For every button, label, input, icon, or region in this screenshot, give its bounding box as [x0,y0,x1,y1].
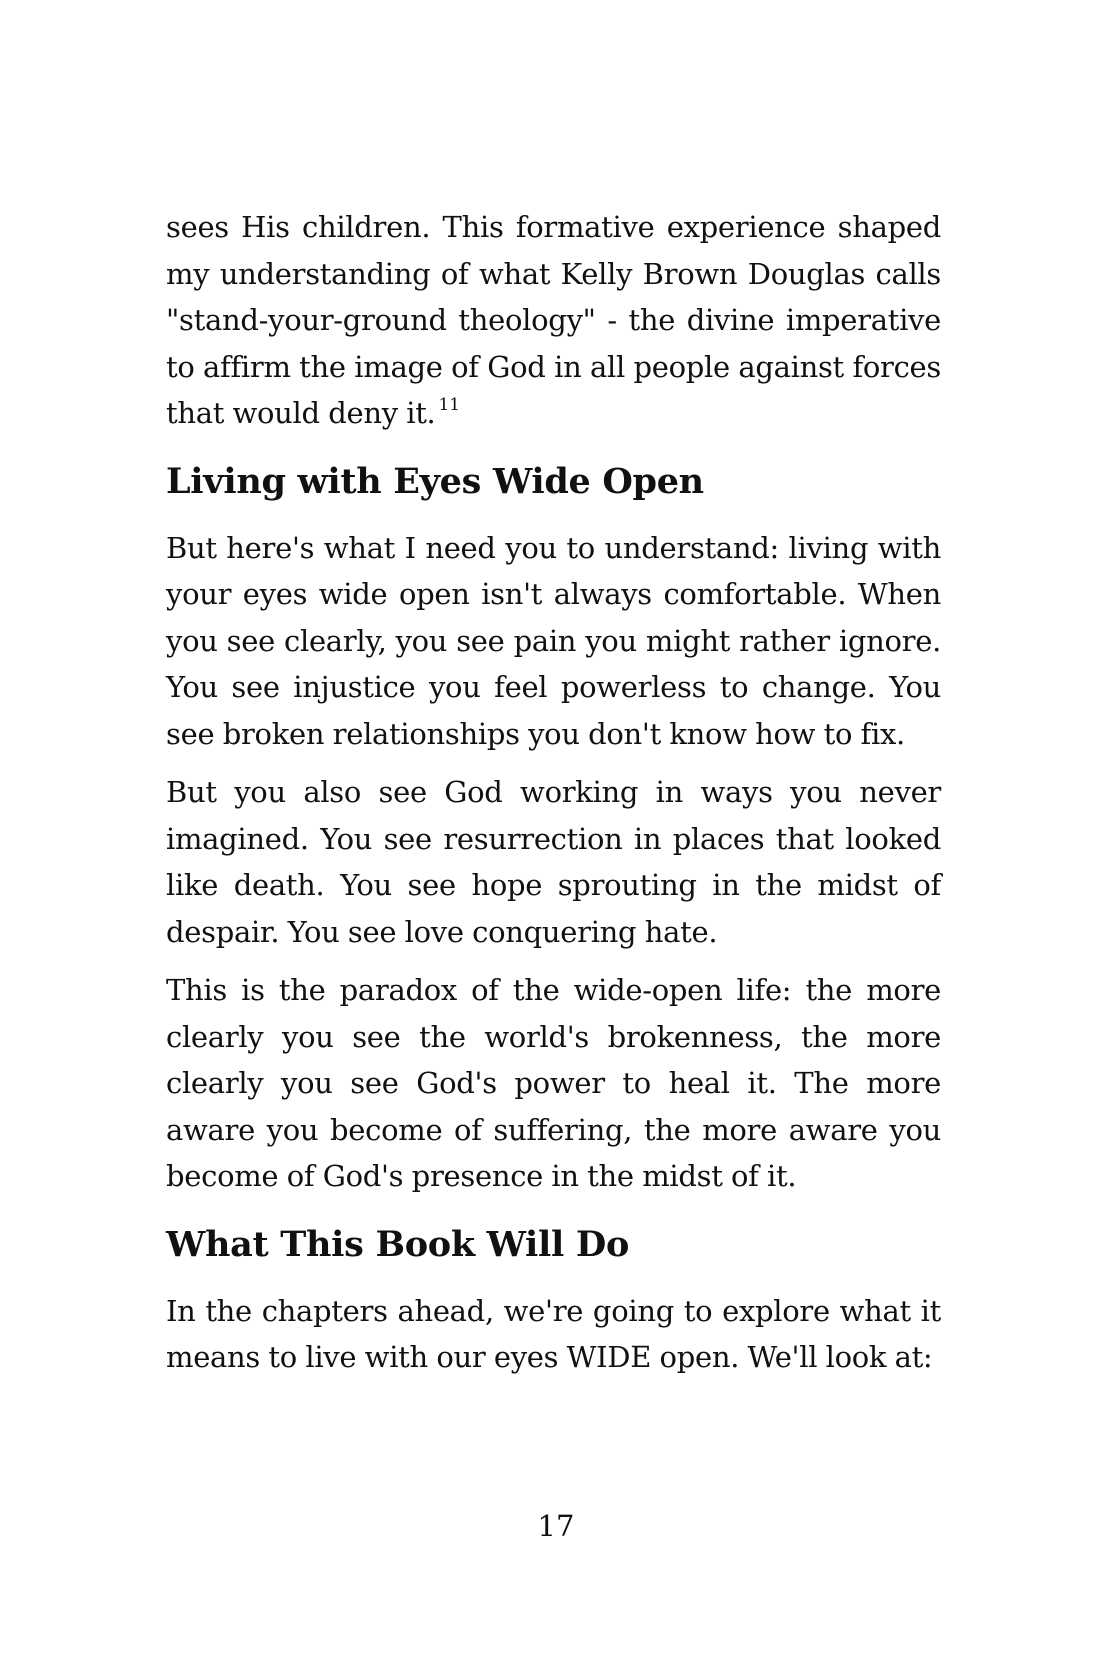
page-body [166,204,941,1393]
paragraph-eyes-wide-open: But here's what I need you to understand: living with your eyes wide open isn't always comfortable. When you see clearly, you see pain you might rather ignore. You see injustice you feel powerless to change. You see broken relationships you don't know how to fix. [166,530,941,751]
paragraph-text: sees His children. This formative experience shaped my understanding of what Kelly Brown Douglas calls "stand-your-ground theology" - the divine imperative to affirm the image of God in all people against forces that would deny it. [166,210,941,430]
paragraph-paradox: This is the paradox of the wide-open life: the more clearly you see the world's brokenness, the more clearly you see God's power to heal it. The more aware you become of suffering, the more aware you become of God's presence in the midst of it. [166,973,941,1193]
section-heading-living-with-eyes-wide-open: Living with Eyes Wide Open [166,460,704,502]
section-heading-what-this-book-will-do: What This Book Will Do [166,1223,630,1265]
paragraph-god-working: But you also see God working in ways you never imagined. You see resurrection in places that looked like death. You see hope sprouting in the midst of despair. You see love conquering hate. [166,775,941,949]
footnote-marker: 11 [438,395,461,415]
page-number: 17 [537,1509,575,1543]
paragraph-stand-your-ground [166,204,941,437]
paragraph-chapters-ahead: In the chapters ahead, we're going to explore what it means to live with our eyes WIDE open. We'll look at: [166,1293,941,1374]
